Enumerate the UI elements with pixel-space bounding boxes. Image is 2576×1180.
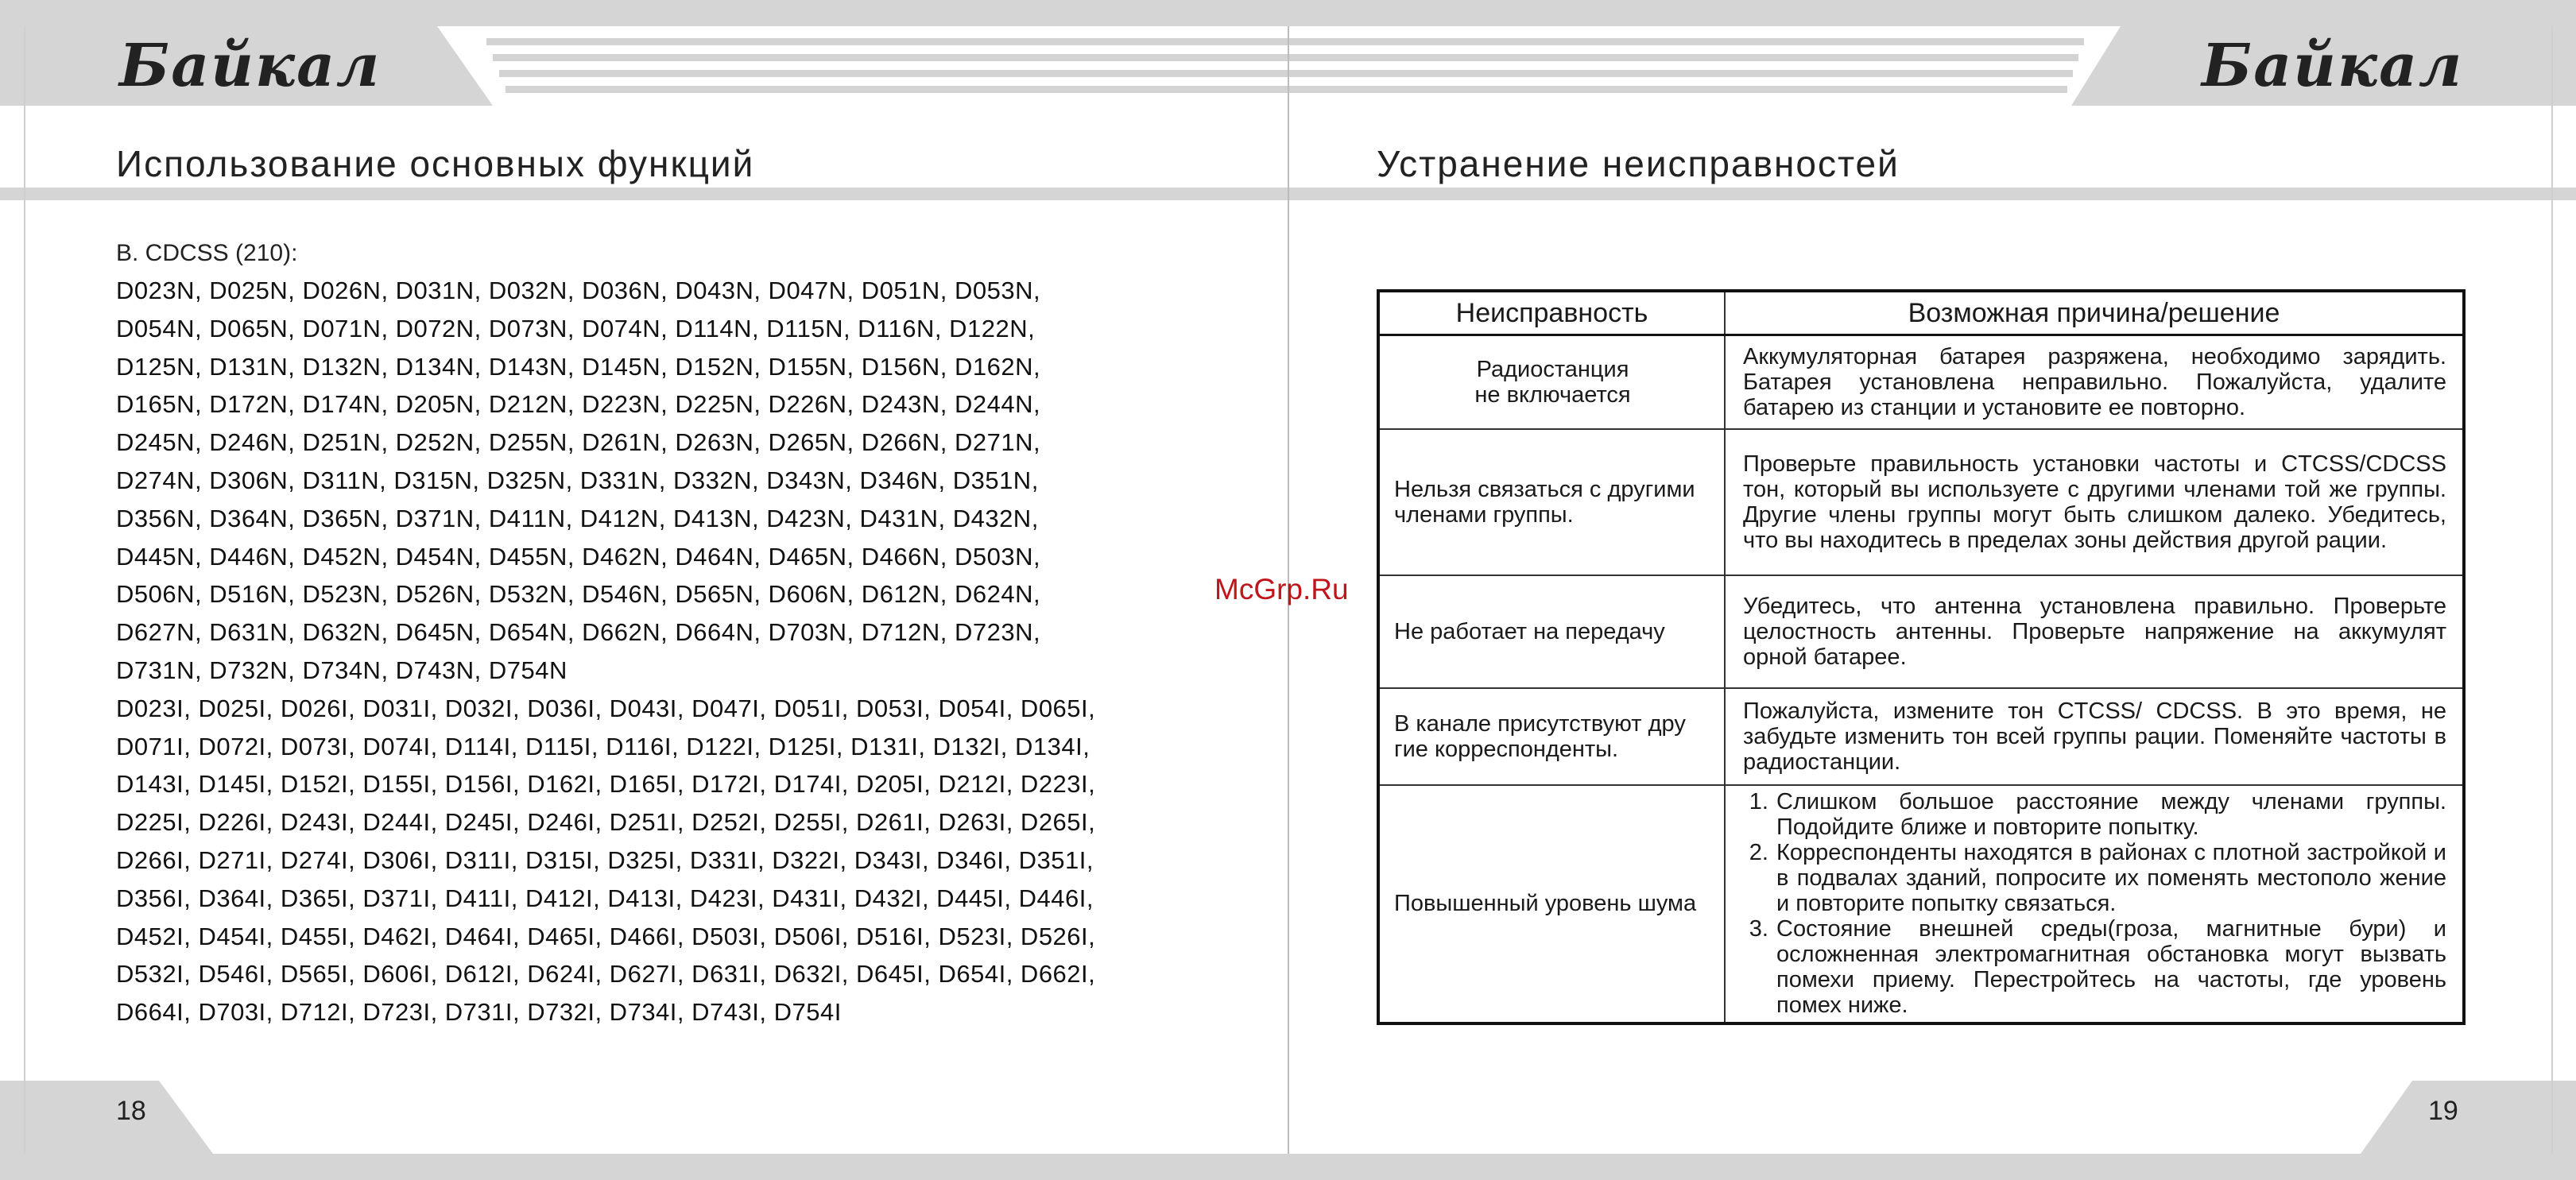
code-line: D143I, D145I, D152I, D155I, D156I, D162I, D165I, D172I, D174I, D205I, D212I, D223I,: [116, 770, 1096, 799]
code-line: D274N, D306N, D311N, D315N, D325N, D331N, D332N, D343N, D346N, D351N,: [116, 466, 1039, 494]
table-row: [1378, 575, 2464, 688]
table-header-row: [1378, 291, 2464, 335]
code-line: D356I, D364I, D365I, D371I, D411I, D412I, D413I, D423I, D431I, D432I, D445I, D446I,: [116, 884, 1094, 912]
code-line: D627N, D631N, D632N, D645N, D654N, D662N, D664N, D703N, D712N, D723N,: [116, 618, 1041, 647]
table-row: [1378, 335, 2464, 429]
watermark-link[interactable]: McGrp.Ru: [1214, 573, 1349, 605]
table-row: [1378, 429, 2464, 575]
code-line: D071I, D072I, D073I, D074I, D114I, D115I, D116I, D122I, D125I, D131I, D132I, D134I,: [116, 732, 1090, 760]
code-line: D506N, D516N, D523N, D526N, D532N, D546N, D565N, D606N, D612N, D624N,: [116, 580, 1041, 609]
solution-cell: Убедитесь, что антенна установлена правильно. Проверьте целостность антенны. Проверьте напряжение на аккумулят орной батарее.: [1725, 575, 2464, 688]
solution-list: [1743, 789, 2446, 1018]
cdcss-code-list: [116, 272, 1308, 1031]
right-page-title: Устранение неисправностей: [1377, 143, 1900, 184]
solution-list-item: 2. Корреспонденты находятся в районах с плотной застройкой и в подвалах зданий, попросите их поменять местополо жение и повторите попытку связаться.: [1775, 840, 2446, 916]
code-line: D356N, D364N, D365N, D371N, D411N, D412N, D413N, D423N, D431N, D432N,: [116, 504, 1039, 532]
code-line: D532I, D546I, D565I, D606I, D612I, D624I, D627I, D631I, D632I, D645I, D654I, D662I,: [116, 960, 1096, 988]
solution-cell: [1725, 785, 2464, 1024]
brand-logo-right: Байкал: [2202, 32, 2464, 100]
code-line: D731N, D732N, D734N, D743N, D754N: [116, 656, 567, 684]
code-line: D245N, D246N, D251N, D252N, D255N, D261N, D263N, D265N, D266N, D271N,: [116, 428, 1041, 457]
page-number-left: 18: [116, 1096, 146, 1126]
code-line: D266I, D271I, D274I, D306I, D311I, D315I, D325I, D331I, D322I, D343I, D346I, D351I,: [116, 845, 1094, 874]
code-line: D225I, D226I, D243I, D244I, D245I, D246I, D251I, D252I, D255I, D261I, D263I, D265I,: [116, 808, 1096, 837]
brand-logo-left: Байкал: [119, 32, 382, 100]
solution-cell: Аккумуляторная батарея разряжена, необходимо зарядить. Батарея установлена неправильно. Пожалуйста, удалите батарею из станции и установите ее повторно.: [1725, 335, 2464, 429]
left-page-title: Использование основных функций: [116, 143, 755, 184]
problem-cell: Нельзя связаться с другими членами группы.: [1378, 429, 1725, 575]
solution-cell: Проверьте правильность установки частоты и CTCSS/CDCSS тон, который вы используете с другими членами той же группы. Другие члены группы могут быть слишком далеко. Убедитесь, что вы находитесь в пределах зоны действия другой рации.: [1725, 429, 2464, 575]
cdcss-label: B. CDCSS (210):: [116, 240, 298, 266]
table-row: [1378, 688, 2464, 785]
code-line: D452I, D454I, D455I, D462I, D464I, D465I, D466I, D503I, D506I, D516I, D523I, D526I,: [116, 922, 1096, 950]
page-number-right: 19: [2428, 1096, 2458, 1126]
code-line: D125N, D131N, D132N, D134N, D143N, D145N, D152N, D155N, D156N, D162N,: [116, 352, 1041, 381]
problem-cell: Не работает на передачу: [1378, 575, 1725, 688]
code-line: D023I, D025I, D026I, D031I, D032I, D036I, D043I, D047I, D051I, D053I, D054I, D065I,: [116, 694, 1096, 722]
solution-cell: Пожалуйста, измените тон CTCSS/ CDCSS. В это время, не забудьте изменить тон всей группы рации. Поменяйте частоты в радиостанции.: [1725, 688, 2464, 785]
column-header-problem: Неисправность: [1378, 291, 1725, 335]
table-row: [1378, 785, 2464, 1024]
solution-list-item: 3. Состояние внешней среды(гроза, магнитные бури) и осложненная электромагнитная обстановка могут вызвать помехи приему. Перестройтесь на частоты, где уровень помех ниже.: [1775, 916, 2446, 1018]
problem-cell: Повышенный уровень шума: [1378, 785, 1725, 1024]
code-line: D165N, D172N, D174N, D205N, D212N, D223N, D225N, D226N, D243N, D244N,: [116, 390, 1041, 419]
code-line: D445N, D446N, D452N, D454N, D455N, D462N, D464N, D465N, D466N, D503N,: [116, 542, 1041, 571]
problem-cell: В канале присутствуют дру гие корреспонденты.: [1378, 688, 1725, 785]
troubleshooting-table: [1377, 289, 2466, 1025]
solution-list-item: 1. Слишком большое расстояние между членами группы. Подойдите ближе и повторите попытку.: [1775, 789, 2446, 840]
code-line: D023N, D025N, D026N, D031N, D032N, D036N, D043N, D047N, D051N, D053N,: [116, 277, 1041, 304]
column-header-solution: Возможная причина/решение: [1725, 291, 2464, 335]
code-line: D054N, D065N, D071N, D072N, D073N, D074N, D114N, D115N, D116N, D122N,: [116, 314, 1036, 342]
problem-cell: Радиостанция не включается: [1378, 335, 1725, 429]
code-line: D664I, D703I, D712I, D723I, D731I, D732I, D734I, D743I, D754I: [116, 998, 842, 1027]
